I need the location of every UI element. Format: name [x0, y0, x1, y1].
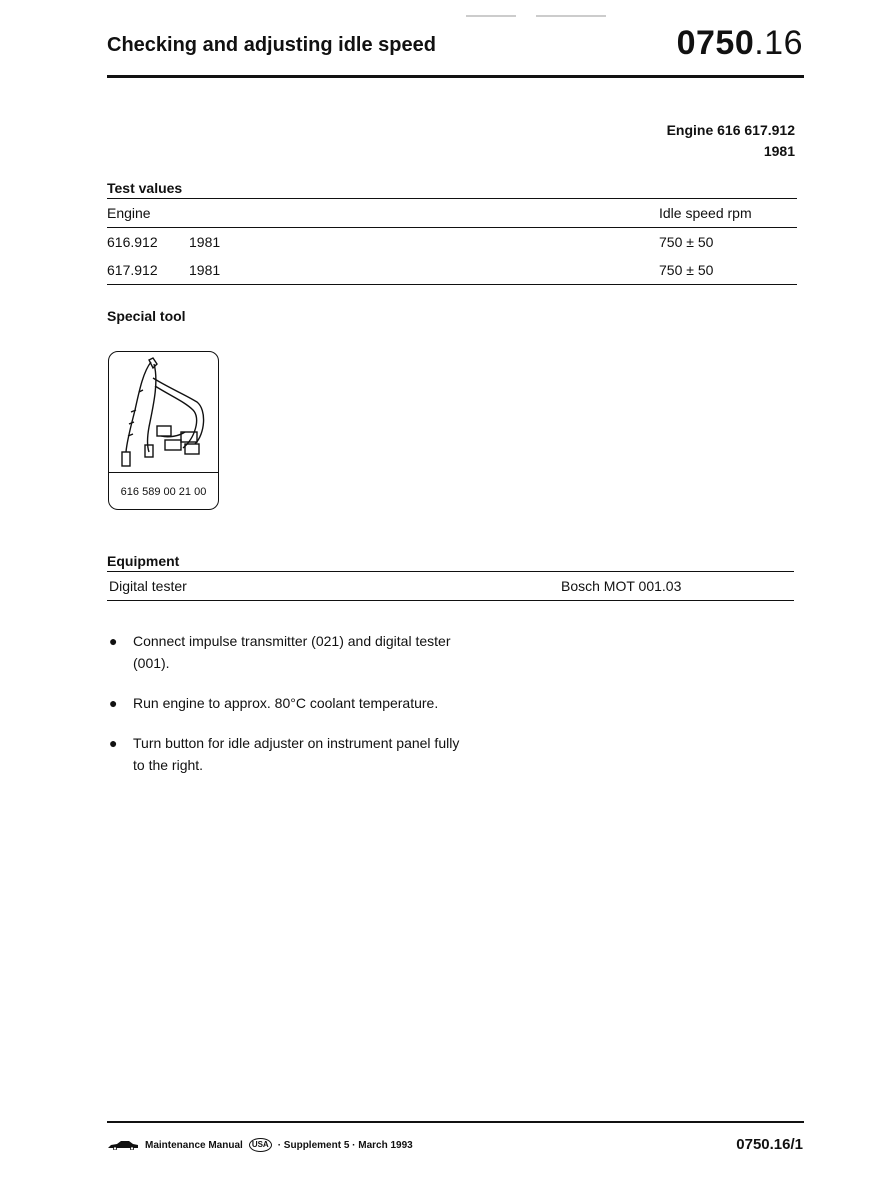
step-text: Connect impulse transmitter (021) and digital tester (001).: [133, 633, 451, 671]
header-rule: [107, 75, 804, 78]
table-row: [107, 256, 797, 285]
section-code: [677, 24, 803, 63]
cell-speed: 750 ± 50: [659, 234, 714, 250]
col-year: [189, 199, 659, 228]
engine-line-1: Engine 616 617.912: [666, 122, 795, 138]
table-row: [107, 572, 794, 601]
col-idle-speed: Idle speed rpm: [659, 199, 797, 228]
cell-engine: 616.912: [107, 234, 158, 250]
list-item: [107, 692, 467, 714]
equipment-spec: Bosch MOT 001.03: [559, 572, 794, 601]
section-code-major: 0750: [676, 24, 755, 62]
footer-rule: [107, 1121, 804, 1123]
bullet-icon: ●: [109, 633, 118, 649]
car-logo-icon: [107, 1140, 139, 1150]
bullet-icon: ●: [109, 735, 118, 751]
col-engine: Engine: [107, 199, 189, 228]
procedure-steps: [107, 630, 467, 794]
equipment-heading: Equipment: [107, 553, 180, 569]
footer-manual: Maintenance Manual: [145, 1139, 243, 1151]
impulse-transmitter-illustration: [109, 352, 218, 472]
top-margin-marks: [466, 4, 606, 6]
footer: [107, 1138, 413, 1152]
special-tool-heading: Special tool: [107, 308, 186, 324]
bullet-icon: ●: [109, 695, 118, 711]
engine-info: [667, 120, 795, 162]
tool-part-number: 616 589 00 21 00: [109, 472, 218, 498]
list-item: [107, 732, 467, 776]
cell-speed: 750 ± 50: [659, 256, 797, 285]
table-header-row: [107, 199, 797, 228]
test-values-table: [107, 198, 797, 285]
footer-supplement: · Supplement 5 · March 1993: [277, 1139, 413, 1151]
step-text: Run engine to approx. 80°C coolant temperature.: [133, 695, 439, 711]
table-row: [107, 228, 797, 257]
section-code-minor: .16: [754, 24, 803, 62]
engine-line-2: 1981: [763, 143, 795, 159]
list-item: [107, 630, 467, 674]
page-title: Checking and adjusting idle speed: [107, 34, 436, 56]
special-tool-card: [108, 351, 219, 510]
test-values-heading: Test values: [107, 180, 183, 196]
cell-year: 1981: [189, 234, 221, 250]
equipment-item: Digital tester: [107, 572, 559, 601]
page-number: 0750.16/1: [736, 1136, 803, 1153]
cell-year: 1981: [189, 256, 659, 285]
step-text: Turn button for idle adjuster on instrument panel fully to the right.: [133, 735, 460, 773]
equipment-table: [107, 571, 794, 601]
cell-engine: 617.912: [107, 256, 189, 285]
footer-region-badge: USA: [249, 1138, 272, 1152]
